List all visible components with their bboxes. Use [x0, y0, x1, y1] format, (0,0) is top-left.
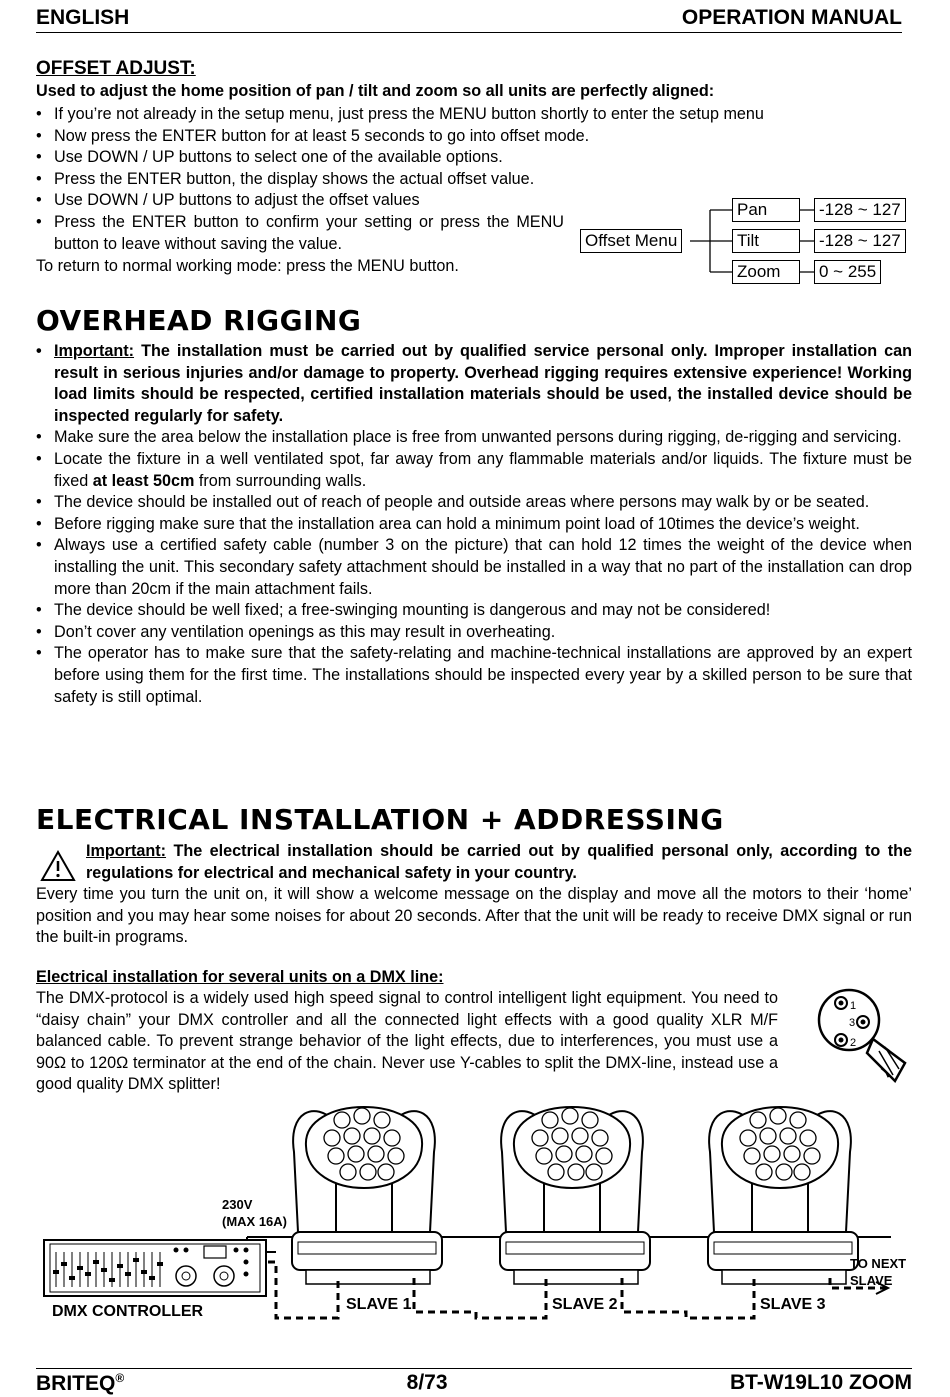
model-name: BT-W19L10 ZOOM	[729, 1371, 912, 1394]
tilt-box: Tilt	[732, 229, 800, 253]
important-text: The installation must be carried out by qualified service personal only. Improper installation can result in serious injuries and/or damage to property. Overhead rigging requires extensive experience! Working load limits should be respected, certified installation materials should be used, the installed device should be inspected regularly for safety.	[54, 342, 913, 425]
page-number: 8/73	[406, 1371, 448, 1394]
electrical-important	[86, 841, 912, 884]
offset-subtitle: Used to adjust the home position of pan / tilt and zoom so all units are perfectly aligned:	[36, 82, 715, 100]
moving-head-slave-1	[292, 1107, 442, 1284]
slave-label: SLAVE 3	[760, 1296, 826, 1313]
list-item: • Always use a certified safety cable (number 3 on the picture) that can hold 12 times the weight of the device when installing the unit. This secondary safety attachment should be installed in a way that no part of the installation can drop more than 20cm if the main attachment fails.	[36, 535, 912, 600]
offset-menu-box: Offset Menu	[580, 229, 682, 253]
xlr-connector-illustration	[805, 985, 915, 1085]
list-item: • If you’re not already in the setup menu, just press the MENU button shortly to enter the setup menu	[36, 104, 916, 126]
important-text: The electrical installation should be carried out by qualified personal only, according to the regulations for electrical and mechanical safety in your country.	[86, 842, 912, 882]
list-item: • The operator has to make sure that the safety-relating and machine-technical installations are approved by an expert before using them for the first time. The installations should be inspected every year by a skilled person to be sure that safety is still optimal.	[36, 643, 912, 708]
rigging-list	[36, 341, 912, 708]
list-item: • Press the ENTER button, the display shows the actual offset value.	[36, 169, 916, 191]
power-rating: (MAX 16A)	[222, 1214, 288, 1229]
power-label: 230V	[222, 1197, 253, 1212]
list-item: • Don’t cover any ventilation openings as this may result in overheating.	[36, 622, 912, 644]
rigging-title: OVERHEAD RIGGING	[36, 304, 362, 337]
dmx-subtitle: Electrical installation for several units on a DMX line:	[36, 968, 444, 986]
list-item: • Press the ENTER button to confirm your setting or press the MENU button to leave without saving the value.	[36, 212, 564, 255]
page-header	[36, 2, 902, 33]
xlr-pin-label: 2	[850, 1037, 857, 1049]
registered-mark: ®	[115, 1370, 125, 1385]
next-slave-label: TO NEXT	[850, 1256, 907, 1271]
important-label: Important:	[86, 842, 167, 860]
offset-steps	[36, 104, 916, 212]
tilt-range-box: -128 ~ 127	[814, 229, 906, 253]
brand-name: BRITEQ	[36, 1371, 116, 1395]
locate-text: Locate the fixture in a well ventilated spot, far away from any flammable materials and/or liquids. The fixture must be fixed	[54, 449, 912, 490]
list-item	[36, 341, 912, 427]
welcome-paragraph: Every time you turn the unit on, it will show a welcome message on the display and move all the motors to their ‘home’ position and you may hear some noises for about 20 seconds. After that the unit will be ready to receive DMX signal or run the built-in programs.	[36, 885, 912, 947]
important-label: Important:	[54, 342, 135, 360]
electrical-title: ELECTRICAL INSTALLATION + ADDRESSING	[36, 803, 724, 836]
slave-label: SLAVE 1	[346, 1296, 412, 1313]
locate-text-end: from surrounding walls.	[194, 471, 367, 490]
dmx-controller	[44, 1240, 266, 1296]
xlr-pin-label: 1	[850, 1000, 857, 1012]
slave-label: SLAVE 2	[552, 1296, 618, 1313]
list-item: • The device should be installed out of reach of people and outside areas where persons may walk by or be seated.	[36, 492, 912, 514]
zoom-box: Zoom	[732, 260, 800, 284]
list-item: • The device should be well fixed; a free-swinging mounting is dangerous and may not be considered!	[36, 600, 912, 622]
dmx-chain-illustration	[36, 1092, 912, 1328]
moving-head-slave-3	[708, 1107, 858, 1284]
list-item: • Use DOWN / UP buttons to adjust the offset values	[36, 190, 916, 212]
locate-distance: at least 50cm	[92, 471, 195, 490]
warning-icon	[40, 850, 76, 882]
offset-title: OFFSET ADJUST:	[36, 58, 196, 79]
page-footer	[36, 1368, 912, 1397]
pan-box: Pan	[732, 198, 800, 222]
pan-range-box: -128 ~ 127	[814, 198, 906, 222]
list-item: • Now press the ENTER button for at least 5 seconds to go into offset mode.	[36, 126, 916, 148]
list-item	[36, 449, 912, 492]
next-slave-label: SLAVE	[850, 1273, 893, 1288]
offset-steps-cont	[36, 212, 564, 255]
list-item: • Make sure the area below the installation place is free from unwanted persons during rigging, de-rigging and servicing.	[36, 427, 912, 449]
footer-brand	[36, 1371, 124, 1396]
xlr-pin-label: 3	[849, 1017, 856, 1029]
header-doc-title: OPERATION MANUAL	[681, 6, 902, 29]
list-item: • Use DOWN / UP buttons to select one of the available options.	[36, 147, 916, 169]
offset-return-note: To return to normal working mode: press the MENU button.	[36, 257, 459, 275]
zoom-range-box: 0 ~ 255	[814, 260, 881, 284]
list-item: • Before rigging make sure that the installation area can hold a minimum point load of 10times the device’s weight.	[36, 514, 912, 536]
dmx-paragraph: The DMX-protocol is a widely used high speed signal to control intelligent light equipment. You need to “daisy chain” your DMX controller and all the connected light effects with a good quality XLR M/F balanced cable. To prevent strange behavior of the light effects, due to interferences, you must use a 90Ω to 120Ω terminator at the end of the chain. Never use Y-cables to split the DMX-line, instead use a good quality DMX splitter!	[36, 989, 778, 1094]
controller-label: DMX CONTROLLER	[52, 1303, 204, 1320]
moving-head-slave-2	[500, 1107, 650, 1284]
header-language: ENGLISH	[36, 6, 130, 29]
